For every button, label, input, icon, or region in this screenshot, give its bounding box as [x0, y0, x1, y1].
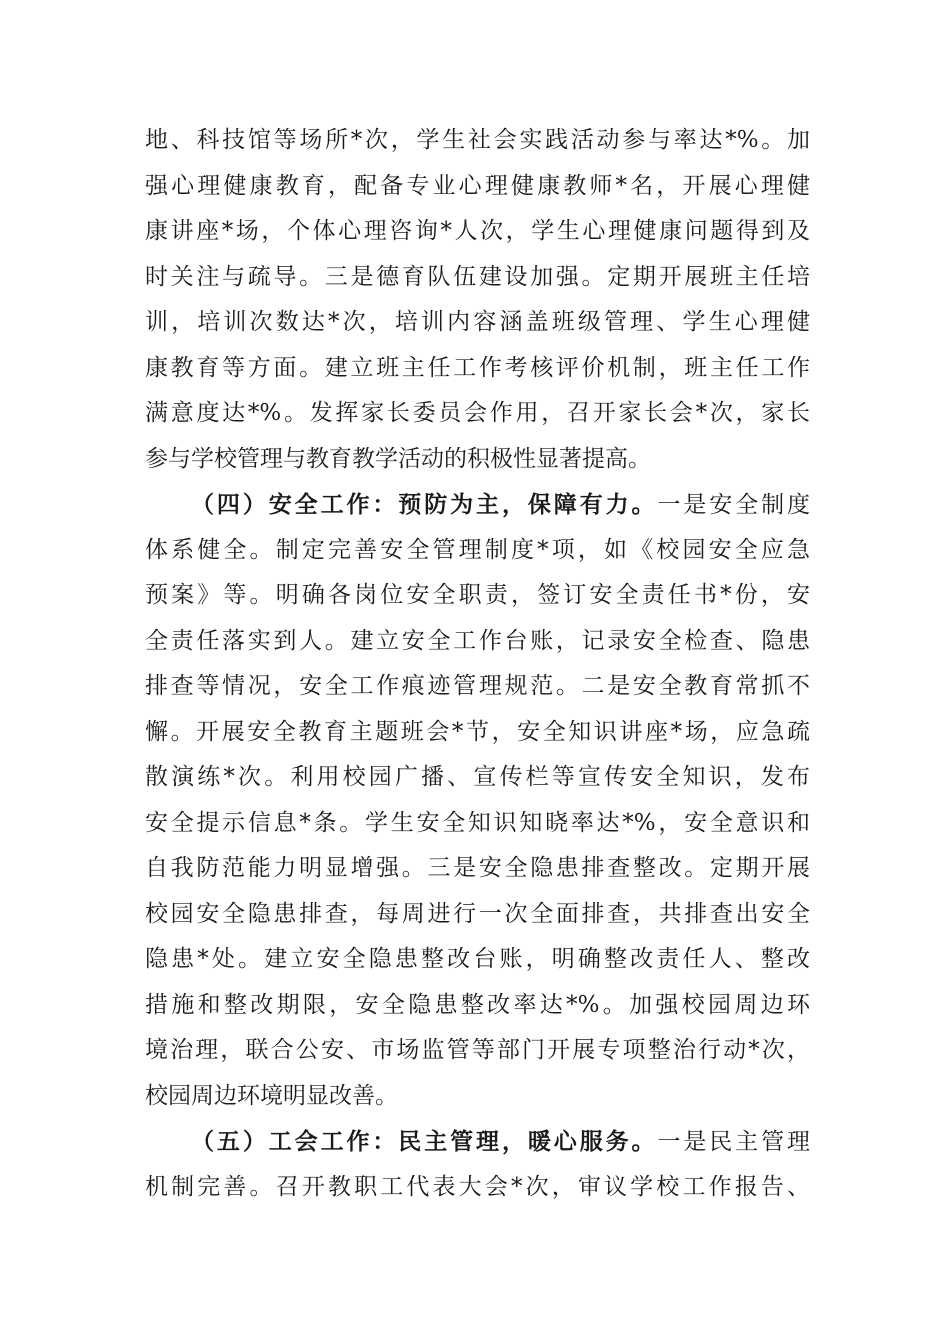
paragraph-moral-education: [145, 118, 810, 482]
document-body: [145, 118, 810, 1210]
text-line: 境治理，联合公安、市场监管等部门开展专项整治行动*次，: [145, 1037, 810, 1063]
text-line: 参与学校管理与教育教学活动的积极性显著提高。: [145, 445, 651, 472]
text-line: 自我防范能力明显增强。三是安全隐患排查整改。定期开展: [145, 855, 810, 881]
text-line: 训，培训次数达*次，培训内容涵盖班级管理、学生心理健: [145, 309, 810, 335]
text-span: 一是民主管理: [657, 1129, 811, 1155]
text-line: 全责任落实到人。建立安全工作台账，记录安全检查、隐患: [145, 627, 810, 654]
text-line: 安全提示信息*条。学生安全知识知晓率达*%，安全意识和: [145, 809, 810, 836]
text-line: 强心理健康教育，配备专业心理健康教师*名，开展心理健: [145, 172, 810, 199]
paragraph-safety-work: [145, 482, 810, 1119]
text-line: 隐患*处。建立安全隐患整改台账，明确整改责任人、整改: [145, 946, 810, 972]
text-line: 校园安全隐患排查，每周进行一次全面排查，共排查出安全: [145, 900, 810, 927]
text-line: 康讲座*场，个体心理咨询*人次，学生心理健康问题得到及: [145, 218, 810, 244]
section-heading-union: （五）工会工作：民主管理，暖心服务。: [191, 1128, 658, 1155]
text-line: 措施和整改期限，安全隐患整改率达*%。加强校园周边环: [145, 991, 810, 1018]
text-line: 预案》等。明确各岗位安全职责，签订安全责任书*份，安: [145, 582, 810, 608]
paragraph-first-line: [145, 482, 810, 528]
text-line: 地、科技馆等场所*次，学生社会实践活动参与率达*%。加: [145, 127, 810, 153]
text-line: 懈。开展安全教育主题班会*节，安全知识讲座*场，应急疏: [145, 718, 810, 745]
text-span: 一是安全制度: [657, 492, 811, 518]
text-line: 满意度达*%。发挥家长委员会作用，召开家长会*次，家长: [145, 400, 810, 426]
section-heading-safety: （四）安全工作：预防为主，保障有力。: [191, 491, 658, 518]
text-line: 体系健全。制定完善安全管理制度*项，如《校园安全应急: [145, 536, 810, 563]
text-line: 排查等情况，安全工作痕迹管理规范。二是安全教育常抓不: [145, 673, 810, 699]
paragraph-union-work: [145, 1119, 810, 1210]
text-line: 康教育等方面。建立班主任工作考核评价机制，班主任工作: [145, 354, 810, 381]
text-line: 校园周边环境明显改善。: [145, 1082, 398, 1109]
text-line: 机制完善。召开教职工代表大会*次，审议学校工作报告、: [145, 1173, 810, 1200]
paragraph-first-line: [145, 1119, 810, 1165]
text-line: 时关注与疏导。三是德育队伍建设加强。定期开展班主任培: [145, 263, 810, 290]
text-line: 散演练*次。利用校园广播、宣传栏等宣传安全知识，发布: [145, 764, 810, 790]
